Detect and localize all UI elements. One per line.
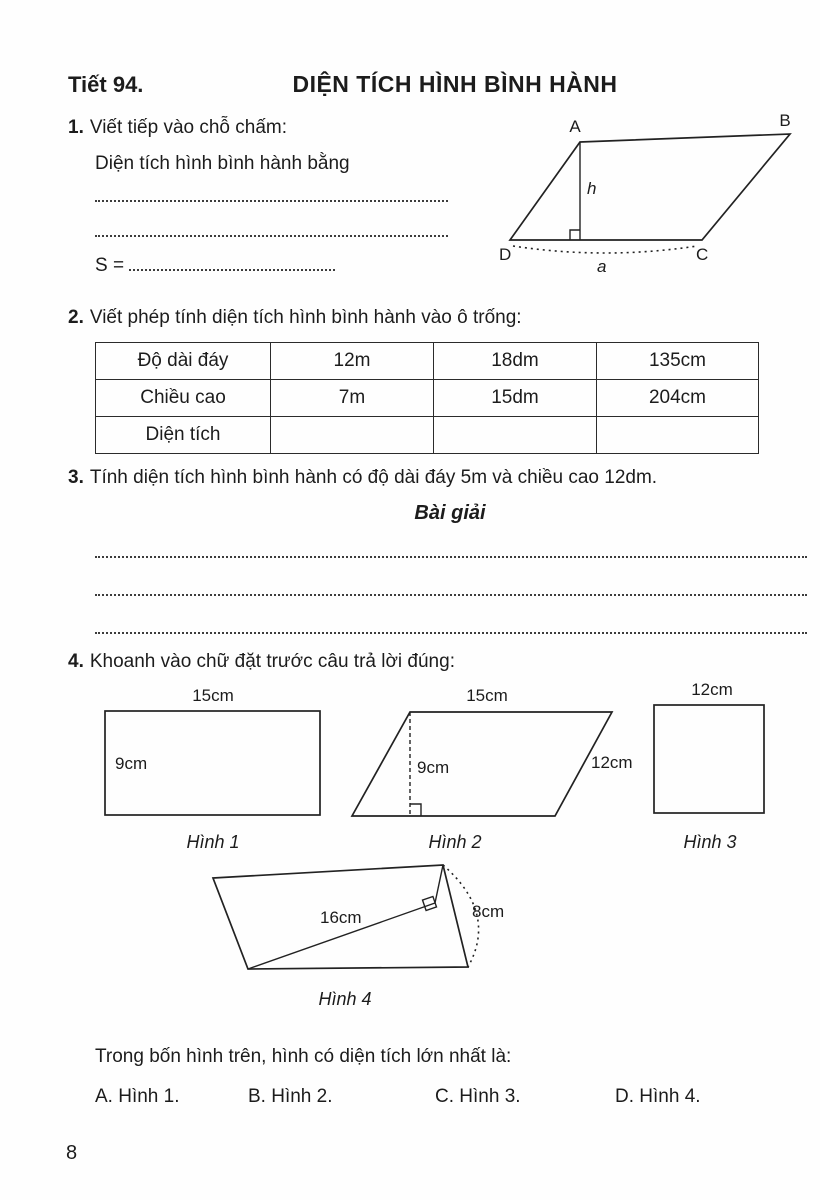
row-header: Độ dài đáy	[96, 343, 271, 380]
base-arc	[513, 246, 697, 253]
lesson-label: Tiết 94.	[68, 72, 144, 97]
figure-3	[640, 675, 785, 857]
answer-line	[95, 556, 807, 558]
row-header: Chiều cao	[96, 380, 271, 417]
answer-line	[129, 258, 335, 271]
vertex-label-d: D	[499, 245, 512, 264]
parallelogram-shape	[352, 712, 612, 816]
final-question: Trong bốn hình trên, hình có diện tích lớn nhất là:	[95, 1046, 512, 1067]
exercise4-prompt	[68, 650, 455, 675]
figure4-caption: Hình 4	[318, 989, 372, 1009]
figure-2	[335, 685, 635, 857]
figure-1	[95, 685, 335, 857]
square-shape	[654, 705, 764, 813]
exercise1-prompt-text: Viết tiếp vào chỗ chấm:	[89, 117, 288, 138]
exercise1-statement: Diện tích hình bình hành bằng	[95, 153, 350, 174]
figure4-height-label: 8cm	[472, 902, 505, 921]
figure-4	[180, 855, 525, 1017]
exercise2-prompt	[68, 306, 522, 331]
table-cell: 204cm	[597, 380, 759, 417]
figure2-caption: Hình 2	[428, 832, 482, 852]
table-row	[96, 380, 759, 417]
answer-line	[95, 594, 807, 596]
formula-blank	[95, 254, 335, 279]
figure2-height-label: 9cm	[417, 758, 450, 777]
table-row	[96, 417, 759, 454]
exercise2-table	[95, 342, 759, 454]
figure1-top-label: 15cm	[192, 686, 234, 705]
answer-line	[95, 632, 807, 634]
exercise3-prompt	[68, 466, 657, 491]
vertex-label-b: B	[779, 112, 791, 130]
table-cell: 135cm	[597, 343, 759, 380]
option-b: B. Hình 2.	[248, 1086, 333, 1107]
figure3-caption: Hình 3	[683, 832, 737, 852]
table-cell-empty	[597, 417, 759, 454]
figure3-top-label: 12cm	[691, 680, 733, 699]
row-header: Diện tích	[96, 417, 271, 454]
figure1-side-label: 9cm	[115, 754, 148, 773]
vertex-label-a: A	[569, 117, 581, 136]
right-angle-mark	[570, 230, 580, 240]
table-cell: 18dm	[434, 343, 597, 380]
exercise3-prompt-text: Tính diện tích hình bình hành có độ dài đáy 5m và chiều cao 12dm.	[89, 467, 658, 488]
right-angle-mark	[410, 804, 421, 816]
exercise2-number: 2.	[68, 307, 84, 328]
option-c: C. Hình 3.	[435, 1086, 521, 1107]
table-cell: 12m	[271, 343, 434, 380]
exercise1-number: 1.	[68, 117, 84, 138]
answer-line	[95, 235, 448, 237]
table-cell: 15dm	[434, 380, 597, 417]
figure2-side-label: 12cm	[591, 753, 633, 772]
table-cell: 7m	[271, 380, 434, 417]
table-cell-empty	[271, 417, 434, 454]
height-segment	[435, 865, 443, 903]
exercise3-number: 3.	[68, 467, 84, 488]
parallelogram-shape	[510, 134, 790, 240]
page-number: 8	[66, 1142, 78, 1164]
page-title: DIỆN TÍCH HÌNH BÌNH HÀNH	[292, 71, 618, 97]
figure1-caption: Hình 1	[186, 832, 240, 852]
option-a: A. Hình 1.	[95, 1086, 180, 1107]
figure4-base-label: 16cm	[320, 908, 362, 927]
solution-heading: Bài giải	[414, 502, 486, 524]
table-row	[96, 343, 759, 380]
formula-label: S =	[95, 255, 125, 276]
exercise1-prompt	[68, 116, 287, 141]
table-cell-empty	[434, 417, 597, 454]
answer-options	[95, 1086, 795, 1108]
exercise2-prompt-text: Viết phép tính diện tích hình bình hành vào ô trống:	[89, 307, 522, 328]
option-d: D. Hình 4.	[615, 1086, 701, 1107]
height-label: h	[587, 179, 597, 198]
base-label: a	[597, 257, 607, 276]
exercise4-prompt-text: Khoanh vào chữ đặt trước câu trả lời đúng:	[89, 651, 455, 672]
answer-line	[95, 200, 448, 202]
parallelogram-diagram	[495, 112, 810, 276]
vertex-label-c: C	[696, 245, 709, 264]
figure2-top-label: 15cm	[466, 686, 508, 705]
exercise4-number: 4.	[68, 651, 84, 672]
